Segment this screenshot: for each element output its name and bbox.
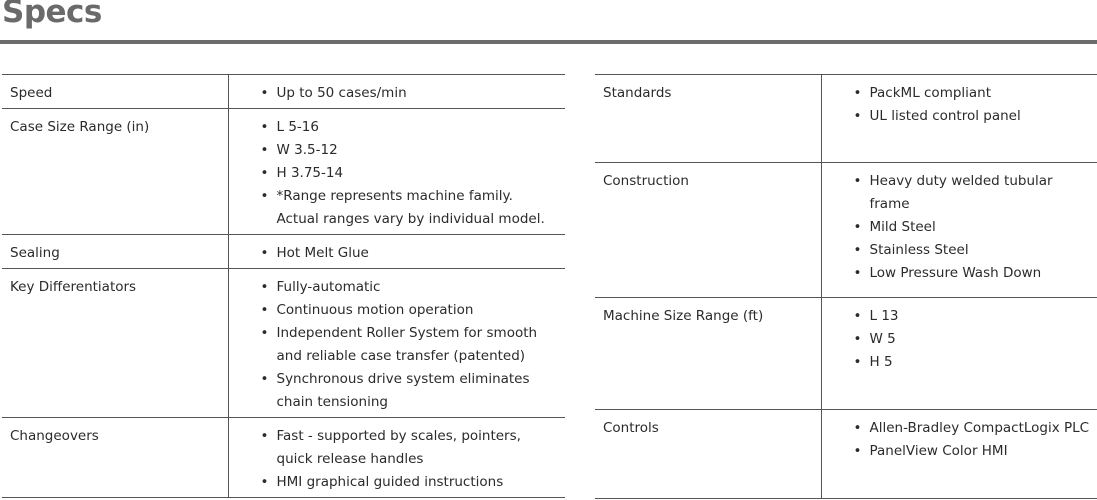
- spec-value-list: [229, 116, 560, 231]
- page-title: Specs: [2, 0, 102, 30]
- spec-value-item: • Fast - supported by scales, pointers, quick release handles: [229, 425, 560, 471]
- spec-label: Machine Size Range (ft): [595, 298, 821, 410]
- spec-values: [228, 75, 565, 109]
- spec-values: [821, 410, 1097, 499]
- spec-value-item: • PackML compliant: [822, 82, 1092, 105]
- spec-value-item: • H 5: [822, 351, 1092, 374]
- spec-value-item: • Stainless Steel: [822, 239, 1092, 262]
- spec-value-item: • Synchronous drive system eliminates chain tensioning: [229, 368, 560, 414]
- specs-table-left: [2, 74, 565, 498]
- spec-label: Controls: [595, 410, 821, 499]
- spec-row-construction: [595, 163, 1097, 298]
- title-divider: [0, 40, 1097, 44]
- spec-label: Standards: [595, 75, 821, 163]
- spec-value-item: • Independent Roller System for smooth and reliable case transfer (patented): [229, 322, 560, 368]
- spec-value-list: [229, 276, 560, 414]
- spec-value-item: • W 3.5-12: [229, 139, 560, 162]
- spec-value-item: • PanelView Color HMI: [822, 440, 1092, 463]
- spec-row-controls: [595, 410, 1097, 499]
- specs-table-right-body: [595, 75, 1097, 499]
- spec-value-item: • Fully-automatic: [229, 276, 560, 299]
- spec-value-list: [822, 417, 1092, 463]
- spec-value-item: • L 13: [822, 305, 1092, 328]
- spec-row-sealing: [2, 235, 565, 269]
- specs-table-left-body: [2, 75, 565, 498]
- spec-value-item: • UL listed control panel: [822, 105, 1092, 128]
- spec-value-item: • Hot Melt Glue: [229, 242, 560, 265]
- spec-value-item: • H 3.75-14: [229, 162, 560, 185]
- spec-values: [228, 235, 565, 269]
- spec-value-item: • Mild Steel: [822, 216, 1092, 239]
- spec-row-key-differentiators: [2, 269, 565, 418]
- spec-values: [821, 75, 1097, 163]
- spec-row-changeovers: [2, 418, 565, 498]
- spec-value-list: [822, 170, 1092, 285]
- spec-label: Key Differentiators: [2, 269, 228, 418]
- spec-row-standards: [595, 75, 1097, 163]
- spec-row-case-size-range-in: [2, 109, 565, 235]
- spec-label: Case Size Range (in): [2, 109, 228, 235]
- spec-values: [821, 163, 1097, 298]
- spec-values: [228, 109, 565, 235]
- spec-row-machine-size-range-ft: [595, 298, 1097, 410]
- spec-value-list: [229, 425, 560, 494]
- spec-value-list: [229, 242, 560, 265]
- spec-label: Construction: [595, 163, 821, 298]
- spec-values: [228, 418, 565, 498]
- spec-row-speed: [2, 75, 565, 109]
- spec-value-list: [229, 82, 560, 105]
- spec-label: Sealing: [2, 235, 228, 269]
- spec-value-list: [822, 305, 1092, 374]
- spec-value-item: • Up to 50 cases/min: [229, 82, 560, 105]
- spec-label: Speed: [2, 75, 228, 109]
- spec-values: [821, 298, 1097, 410]
- spec-value-item: • W 5: [822, 328, 1092, 351]
- spec-value-item: • *Range represents machine family. Actual ranges vary by individual model.: [229, 185, 560, 231]
- spec-value-item: • Low Pressure Wash Down: [822, 262, 1092, 285]
- spec-values: [228, 269, 565, 418]
- spec-value-item: • Allen-Bradley CompactLogix PLC: [822, 417, 1092, 440]
- spec-value-item: • Heavy duty welded tubular frame: [822, 170, 1092, 216]
- spec-label: Changeovers: [2, 418, 228, 498]
- spec-value-list: [822, 82, 1092, 128]
- spec-value-item: • HMI graphical guided instructions: [229, 471, 560, 494]
- spec-value-item: • L 5-16: [229, 116, 560, 139]
- spec-value-item: • Continuous motion operation: [229, 299, 560, 322]
- specs-table-right: [595, 74, 1097, 499]
